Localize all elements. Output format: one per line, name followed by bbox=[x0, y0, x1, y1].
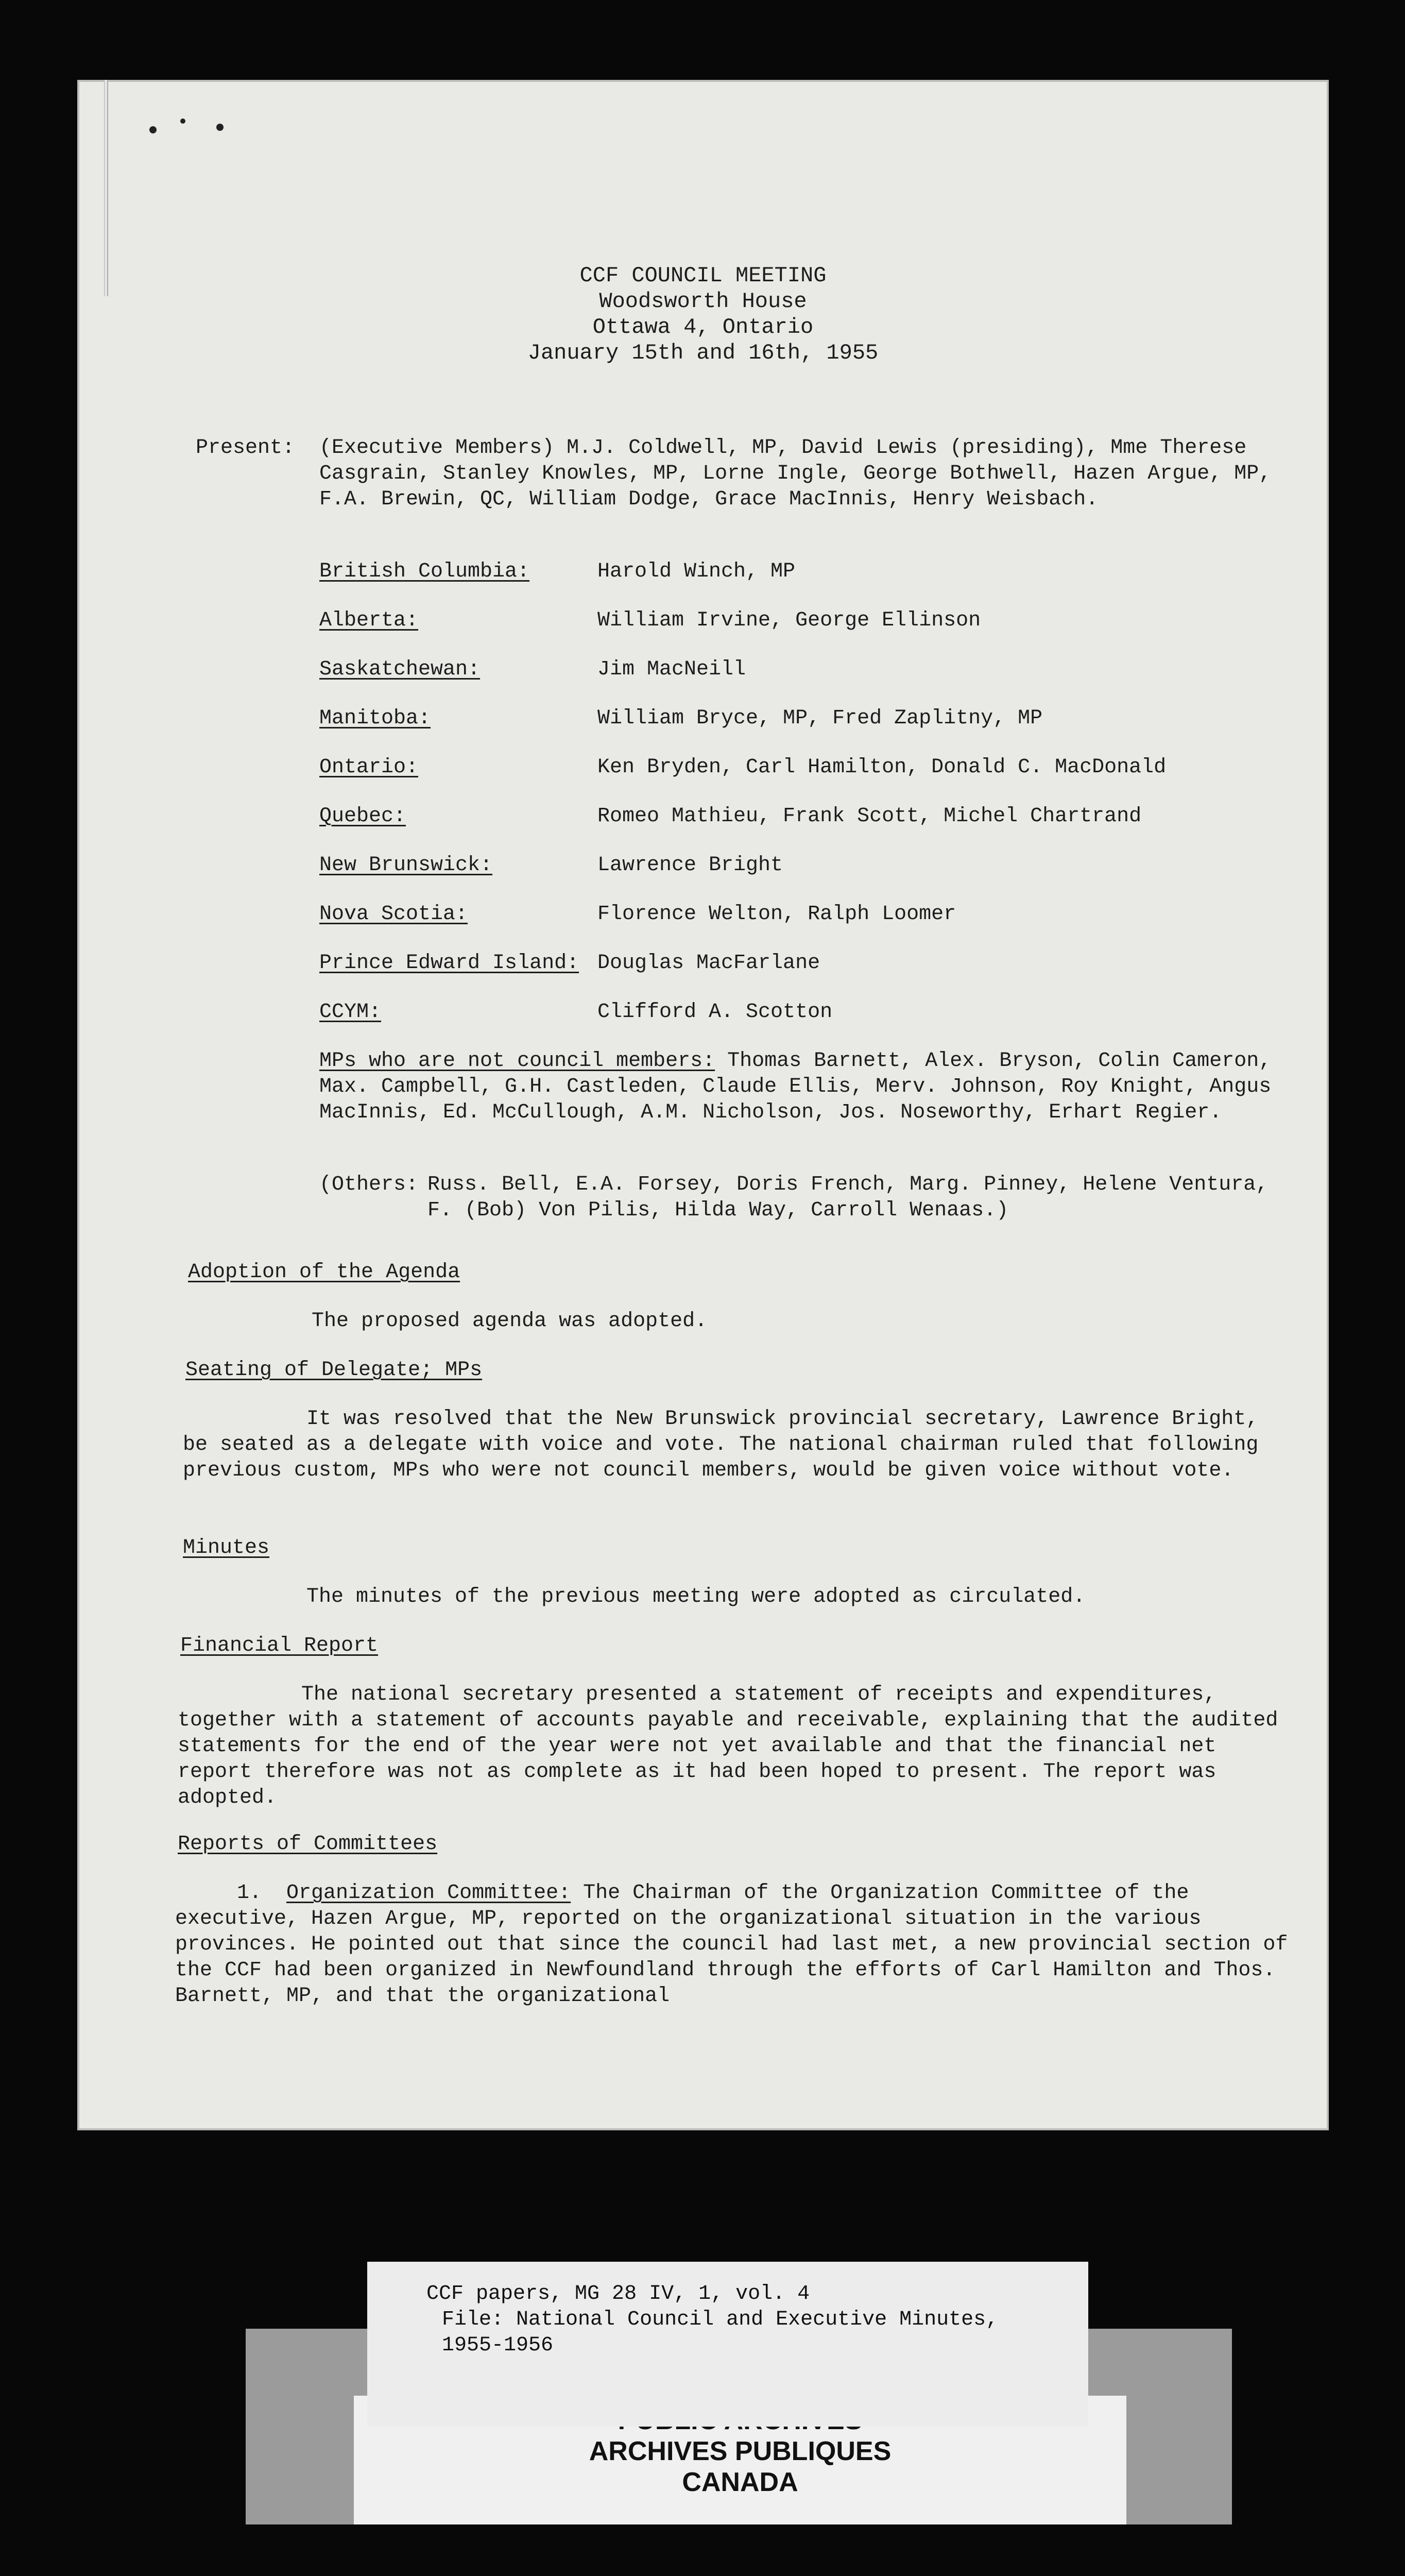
province-delegates: Harold Winch, MP bbox=[597, 560, 796, 583]
meeting-title: CCF COUNCIL MEETING bbox=[579, 263, 827, 288]
section-heading: Adoption of the Agenda bbox=[188, 1261, 460, 1284]
item-number: 1. bbox=[237, 1882, 262, 1905]
card-line: CCF papers, MG 28 IV, 1, vol. 4 bbox=[426, 2282, 810, 2306]
province-delegates: Florence Welton, Ralph Loomer bbox=[597, 903, 956, 926]
section-heading: Seating of Delegate; MPs bbox=[185, 1359, 483, 1382]
card-line: File: National Council and Executive Minutes, bbox=[442, 2308, 999, 2331]
province-delegates: Romeo Mathieu, Frank Scott, Michel Chartrand bbox=[597, 805, 1142, 828]
document-page bbox=[77, 80, 1329, 2130]
province-delegates: Lawrence Bright bbox=[597, 854, 783, 877]
province-name: New Brunswick: bbox=[319, 854, 493, 877]
committee-item bbox=[175, 1880, 1298, 2009]
mps-paragraph bbox=[319, 1048, 1288, 1126]
item-title: Organization Committee: bbox=[286, 1882, 571, 1905]
document-header bbox=[77, 263, 1329, 366]
province-name: Ontario: bbox=[319, 756, 419, 779]
executive-members: (Executive Members) M.J. Coldwell, MP, David Lewis (presiding), Mme Therese Casgrain, Stanley Knowles, MP, Lorne Ingle, George Bothwell, Hazen Argue, MP, F.A. Brewin, QC, William Dodge, Grace MacInnis, Henry Weisbach. bbox=[319, 436, 1272, 511]
mps-label: MPs who are not council members: bbox=[319, 1049, 715, 1073]
section-heading: Minutes bbox=[183, 1536, 270, 1560]
section-heading: Financial Report bbox=[180, 1634, 379, 1657]
archive-reference-card bbox=[367, 2262, 1088, 2427]
province-name: Quebec: bbox=[319, 805, 406, 828]
section-text: The minutes of the previous meeting were adopted as circulated. bbox=[306, 1585, 1086, 1608]
province-delegates: William Irvine, George Ellinson bbox=[597, 609, 981, 632]
others-names: Russ. Bell, E.A. Forsey, Doris French, Marg. Pinney, Helene Ventura, F. (Bob) Von Pilis, Hilda Way, Carroll Wenaas.) bbox=[427, 1173, 1269, 1222]
province-delegates: Douglas MacFarlane bbox=[597, 952, 820, 975]
province-delegates: Ken Bryden, Carl Hamilton, Donald C. MacDonald bbox=[597, 756, 1167, 779]
province-delegates: Jim MacNeill bbox=[597, 658, 746, 681]
item-text: The Chairman of the Organization Committee of the executive, Hazen Argue, MP, reported on the organizational situation in the various provinces. He pointed out that since the council had last met, a new provincial section of the CCF had been organized in Newfoundland through the efforts of Carl Hamilton and Thos. Barnett, MP, and that the organizational bbox=[175, 1882, 1288, 2008]
ink-speck bbox=[216, 124, 224, 131]
card-line: 1955-1956 bbox=[442, 2334, 554, 2357]
others-label: (Others: bbox=[319, 1173, 419, 1196]
section-heading: Reports of Committees bbox=[178, 1833, 438, 1856]
ink-speck bbox=[149, 126, 157, 133]
meeting-venue: Woodsworth House bbox=[599, 289, 807, 314]
province-name: Alberta: bbox=[319, 609, 419, 632]
province-delegates: William Bryce, MP, Fred Zaplitny, MP bbox=[597, 707, 1043, 730]
section-text: The national secretary presented a statement of receipts and expenditures, together with a statement of accounts payable and receivable, explaining that the audited statements for the end of the year were not yet available and that the financial net report therefore was not as complete as it had been hoped to present. The report was adopted. bbox=[178, 1683, 1278, 1809]
meeting-dates: January 15th and 16th, 1955 bbox=[527, 341, 879, 365]
province-name: Prince Edward Island: bbox=[319, 952, 579, 975]
mps-names: Thomas Barnett, Alex. Bryson, Colin Cameron, Max. Campbell, G.H. Castleden, Claude Ellis, Merv. Johnson, Roy Knight, Angus MacInnis, Ed. McCullough, A.M. Nicholson, Jos. Noseworthy, Erhart Regier. bbox=[319, 1049, 1272, 1124]
province-delegates: Clifford A. Scotton bbox=[597, 1001, 833, 1024]
province-name: British Columbia: bbox=[319, 560, 530, 583]
ink-speck bbox=[180, 118, 185, 124]
section-text: The proposed agenda was adopted. bbox=[312, 1310, 708, 1333]
province-name: CCYM: bbox=[319, 1001, 382, 1024]
section-text: It was resolved that the New Brunswick provincial secretary, Lawrence Bright, be seated as a delegate with voice and vote. The national chairman ruled that following previous custom, MPs who were not council members, would be given voice without vote. bbox=[183, 1408, 1259, 1482]
present-label: Present: bbox=[196, 436, 295, 460]
province-name: Saskatchewan: bbox=[319, 658, 481, 681]
stamp-line: CANADA bbox=[682, 2467, 798, 2497]
stamp-line: ARCHIVES PUBLIQUES bbox=[589, 2436, 892, 2466]
province-name: Manitoba: bbox=[319, 707, 431, 730]
meeting-city: Ottawa 4, Ontario bbox=[592, 315, 814, 340]
province-name: Nova Scotia: bbox=[319, 903, 468, 926]
